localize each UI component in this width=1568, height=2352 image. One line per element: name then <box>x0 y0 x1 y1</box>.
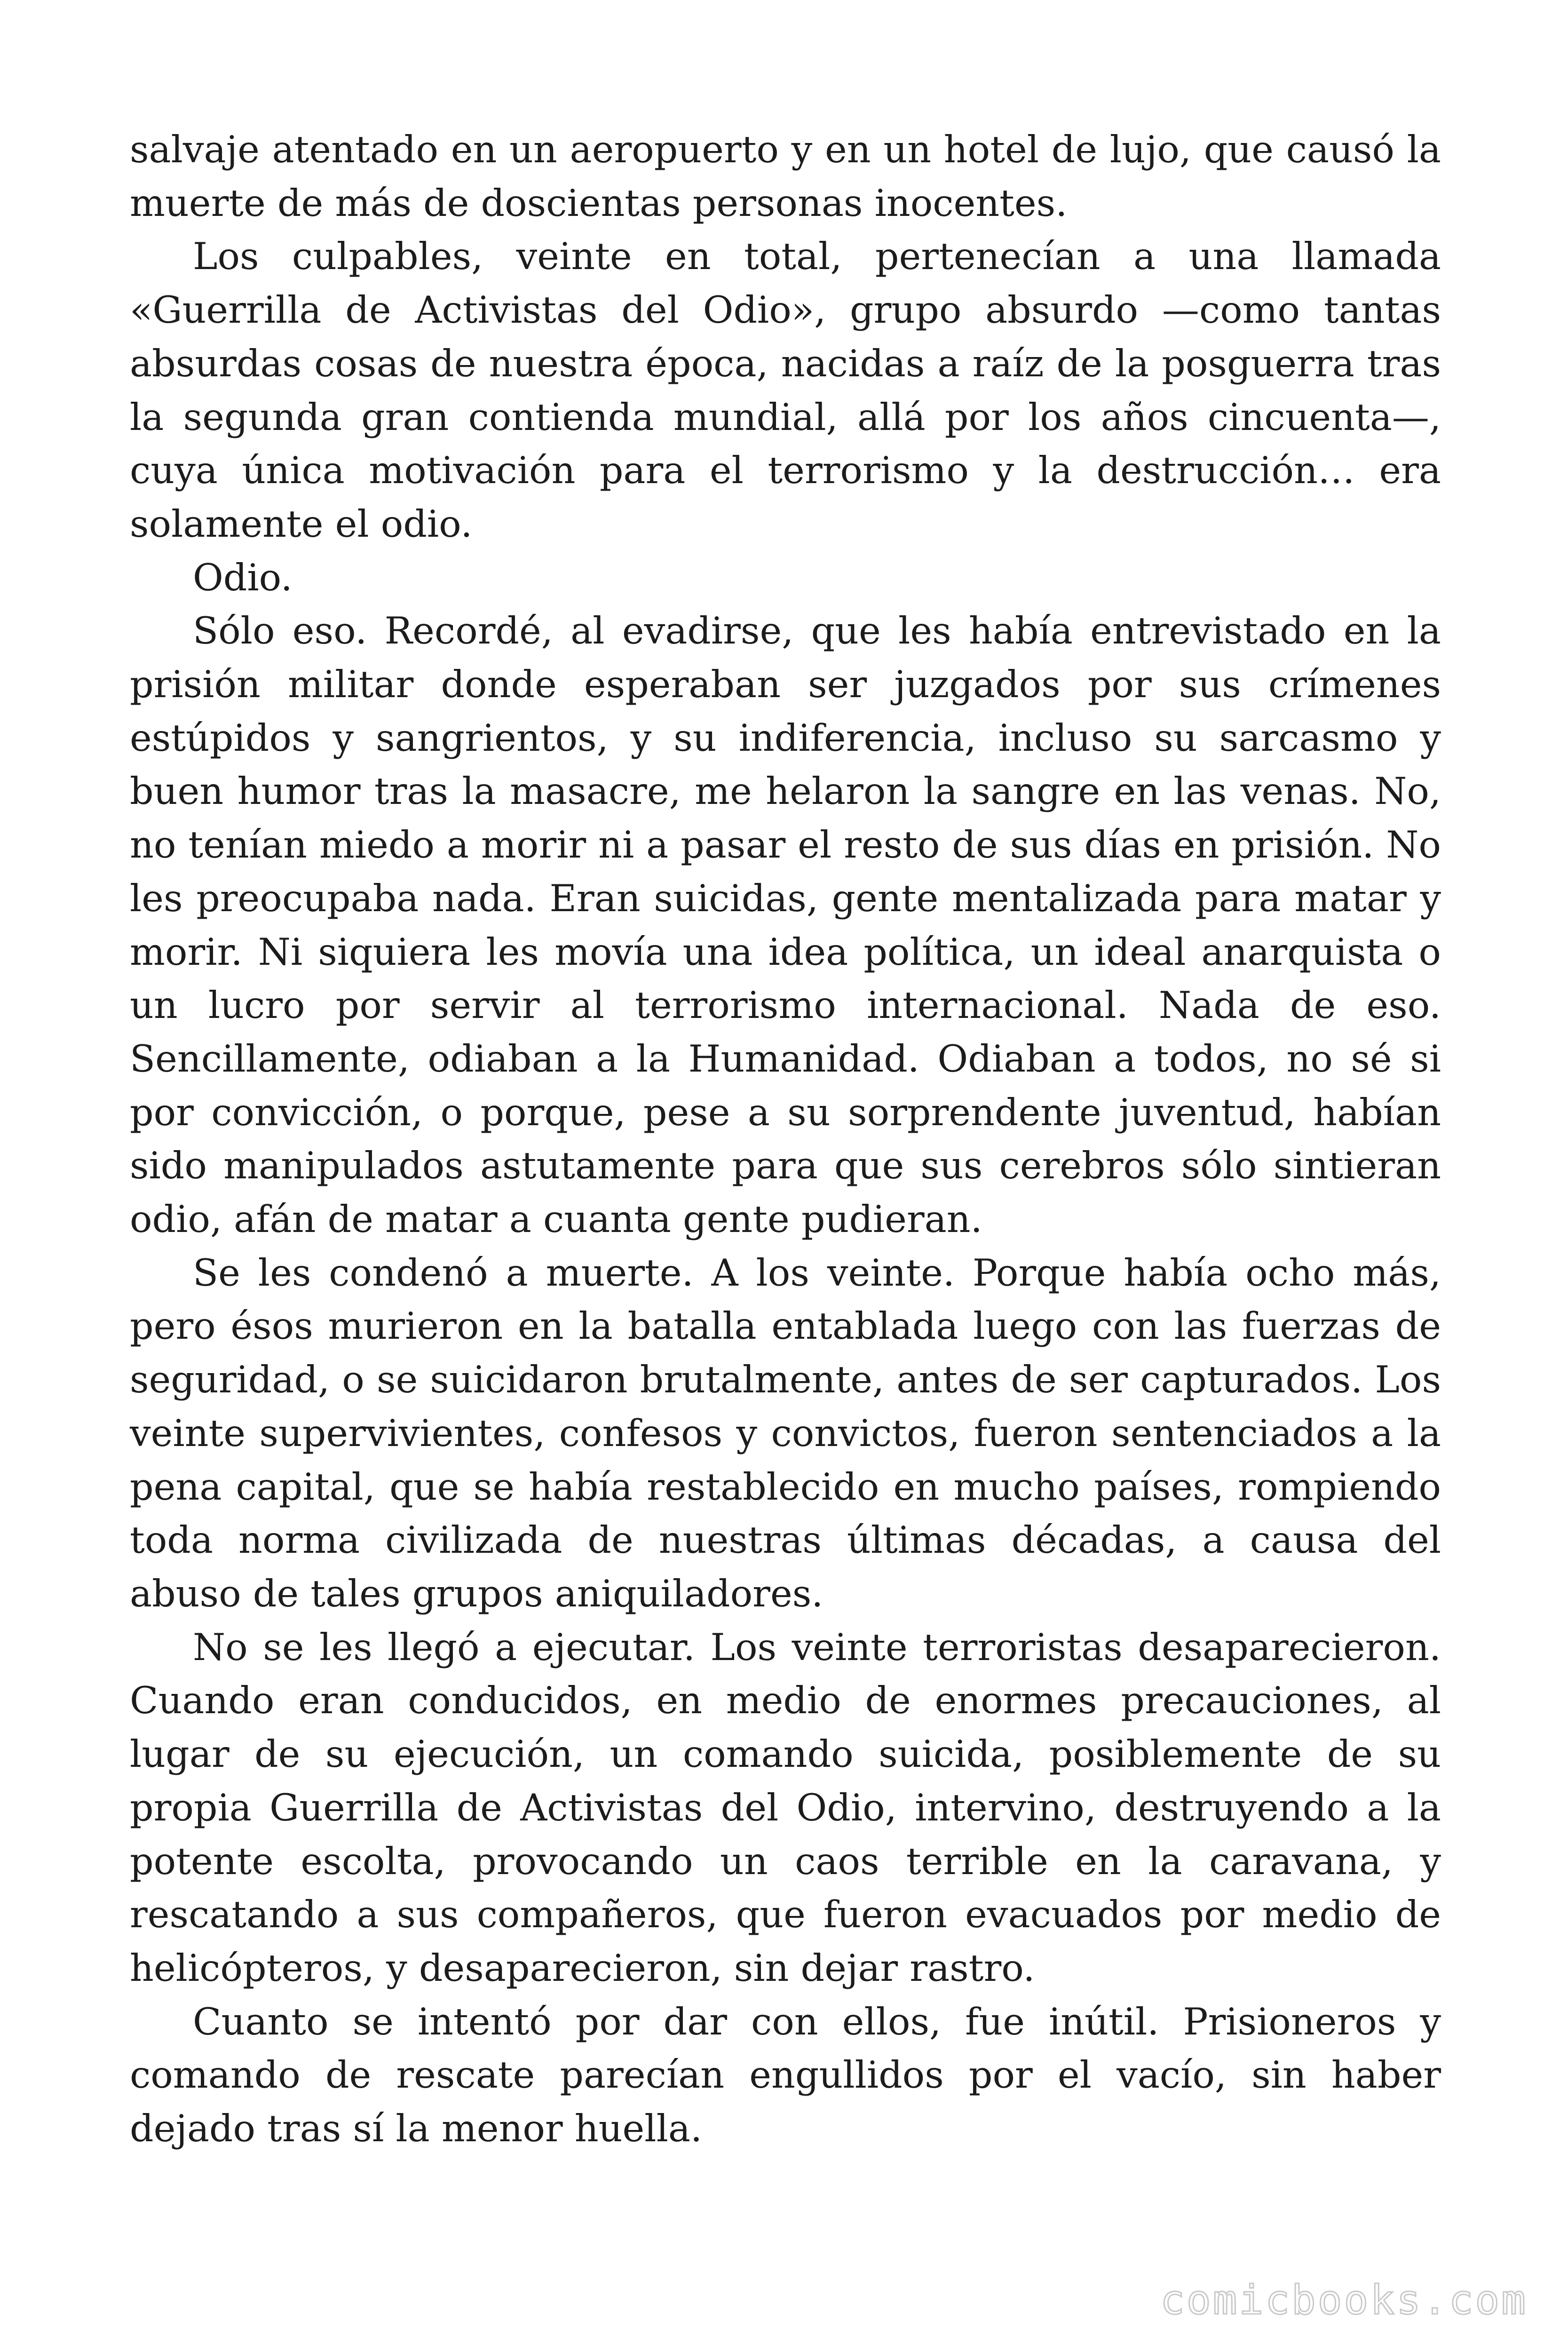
paragraph-3: Odio. <box>193 556 293 599</box>
paragraph-4: Sólo eso. Recordé, al evadirse, que les había entrevistado en la prisión militar donde esperaban ser juzgados por sus crímenes estúpidos y sangrientos, y su indiferencia, incluso su sarcasmo y buen humor tras la masacre, me helaron la sangre en las venas. No, no tenían miedo a morir ni a pasar el resto de sus días en prisión. No les preocupaba nada. Eran suicidas, gente mentalizada para matar y morir. Ni siquiera les movía una idea política, un ideal anarquista o un lucro por servir al terrorismo internacional. Nada de eso. Sencillamente, odiaban a la Humanidad. Odiaban a todos, no sé si por convicción, o porque, pese a su sorprendente juventud, habían sido manipulados astutamente para que sus cerebros sólo sintieran odio, afán de matar a cuanta gente pudieran. <box>130 609 1441 1241</box>
paragraph-6: No se les llegó a ejecutar. Los veinte terroristas desaparecieron. Cuando eran conducidos, en medio de enormes precauciones, al lugar de su ejecución, un comando suicida, posiblemente de su propia Guerrilla de Activistas del Odio, intervino, destruyendo a la potente escolta, provocando un caos terrible en la caravana, y rescatando a sus compañeros, que fueron evacuados por medio de helicópteros, y desaparecieron, sin dejar rastro. <box>130 1625 1441 1990</box>
body-text <box>130 123 1441 2156</box>
paragraph-5: Se les condenó a muerte. A los veinte. Porque había ocho más, pero ésos murieron en la batalla entablada luego con las fuerzas de seguridad, o se suicidaron brutalmente, antes de ser capturados. Los veinte supervivientes, confesos y convictos, fueron sentenciados a la pena capital, que se había restablecido en mucho países, rompiendo toda norma civilizada de nuestras últimas décadas, a causa del abuso de tales grupos aniquiladores. <box>130 1251 1441 1615</box>
watermark: comicbooks.com <box>1160 2277 1528 2324</box>
paragraph-1: salvaje atentado en un aeropuerto y en un hotel de lujo, que causó la muerte de más de doscientas personas inocentes. <box>130 128 1441 225</box>
paragraph-7: Cuanto se intentó por dar con ellos, fue inútil. Prisioneros y comando de rescate parecían engullidos por el vacío, sin haber dejado tras sí la menor huella. <box>130 2000 1441 2151</box>
paragraph-2: Los culpables, veinte en total, pertenecían a una llamada «Guerrilla de Activistas del Odio», grupo absurdo —como tantas absurdas cosas de nuestra época, nacidas a raíz de la posguerra tras la segunda gran contienda mundial, allá por los años cincuenta—, cuya única motivación para el terrorismo y la destrucción… era solamente el odio. <box>130 235 1441 546</box>
